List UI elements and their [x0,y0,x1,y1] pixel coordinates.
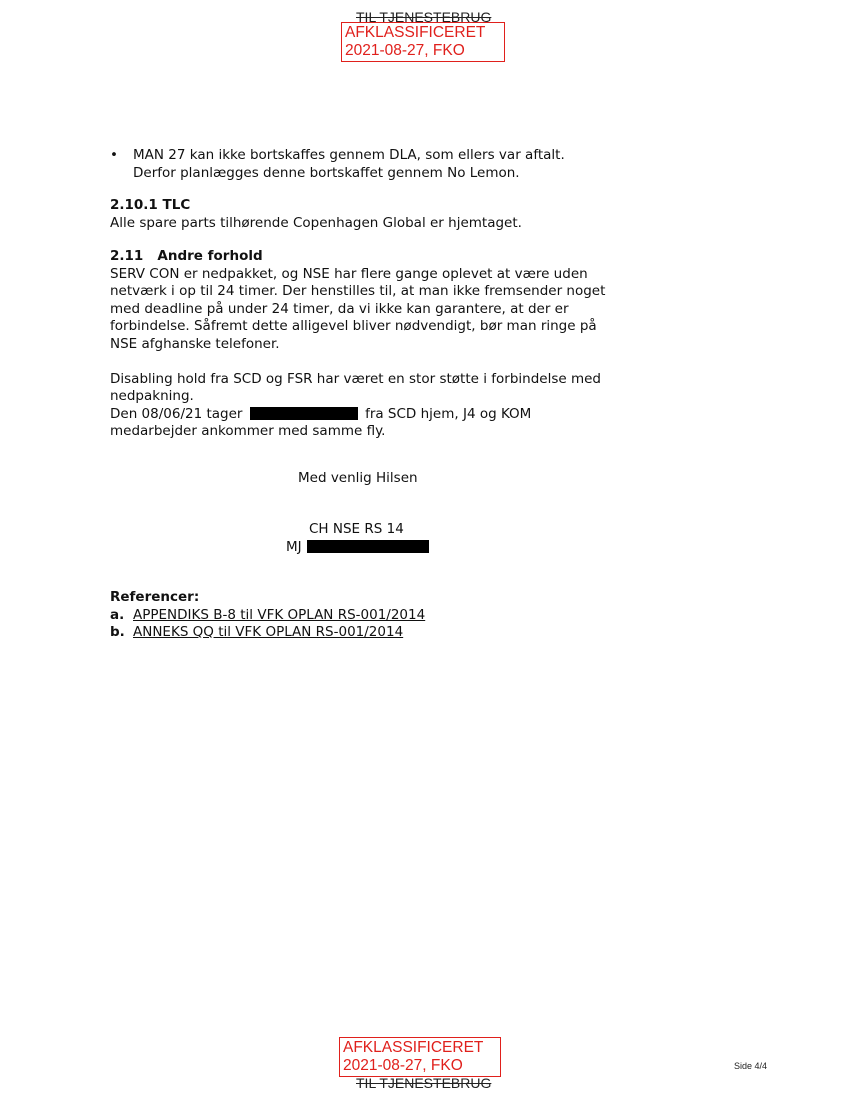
section-tlc-text: Alle spare parts tilhørende Copenhagen Global er hjemtaget. [110,214,522,231]
closing-rank: MJ [286,539,302,555]
andre-para3-after: fra SCD hjem, J4 og KOM [365,405,532,422]
section-andre-number: 2.11 [110,248,144,264]
redaction-box [250,407,358,420]
classification-footer: TIL TJENESTEBRUG [356,1075,492,1091]
andre-line-4: forbindelse. Såfremt dette alligevel bliver nødvendigt, bør man ringe på [110,318,597,334]
andre-line-2: netværk i op til 24 timer. Der henstilles til, at man ikke fremsender noget [110,283,606,299]
andre-line-3: med deadline på under 24 timer, da vi ikke kan garantere, at der er [110,300,569,317]
bullet-dot-icon: • [110,147,118,163]
closing-signature [286,539,429,557]
page-number: Side 4/4 [734,1061,768,1071]
reference-link-anneks[interactable]: ANNEKS QQ til VFK OPLAN RS-001/2014 [133,624,404,640]
references-heading: Referencer: [110,589,200,605]
reference-letter: a. [110,606,125,623]
stamp-bottom-line2: 2021-08-27, FKO [343,1057,463,1074]
section-andre-heading [110,248,730,266]
reference-item [110,607,610,625]
section-andre-title: Andre forhold [157,248,263,264]
reference-link-appendiks[interactable]: APPENDIKS B-8 til VFK OPLAN RS-001/2014 [133,606,426,623]
andre-line-5: NSE afghanske telefoner. [110,335,280,352]
bullet-line-2: Derfor planlægges denne bortskaffet gennem No Lemon. [133,164,520,181]
andre-para3-line-2: medarbejder ankommer med samme fly. [110,423,386,439]
andre-para2-line-1: Disabling hold fra SCD og FSR har været en stor støtte i forbindelse med [110,370,601,387]
stamp-bottom-line1: AFKLASSIFICERET [343,1039,484,1056]
signature-redaction-box [307,540,429,553]
bullet-line-1: MAN 27 kan ikke bortskaffes gennem DLA, som ellers var aftalt. [133,147,565,163]
andre-para3-before: Den 08/06/21 tager [110,405,243,422]
andre-para3-line-1 [110,406,730,424]
section-andre-forhold [110,248,730,441]
reference-item [110,624,610,642]
declassified-stamp-top [341,22,505,62]
bullet-item [110,147,670,182]
declassified-stamp-bottom [339,1037,501,1077]
closing-greeting: Med venlig Hilsen [298,470,418,486]
closing-title: CH NSE RS 14 [309,521,404,537]
section-tlc [110,197,710,232]
references [110,589,610,642]
stamp-top-line2: 2021-08-27, FKO [345,42,465,59]
andre-line-1: SERV CON er nedpakket, og NSE har flere gange oplevet at være uden [110,265,588,282]
classification-header: TIL TJENESTEBRUG [356,9,492,25]
section-tlc-heading: 2.10.1 TLC [110,197,191,213]
stamp-top-line1: AFKLASSIFICERET [345,24,486,41]
andre-para2-line-2: nedpakning. [110,388,194,404]
reference-letter: b. [110,624,125,640]
